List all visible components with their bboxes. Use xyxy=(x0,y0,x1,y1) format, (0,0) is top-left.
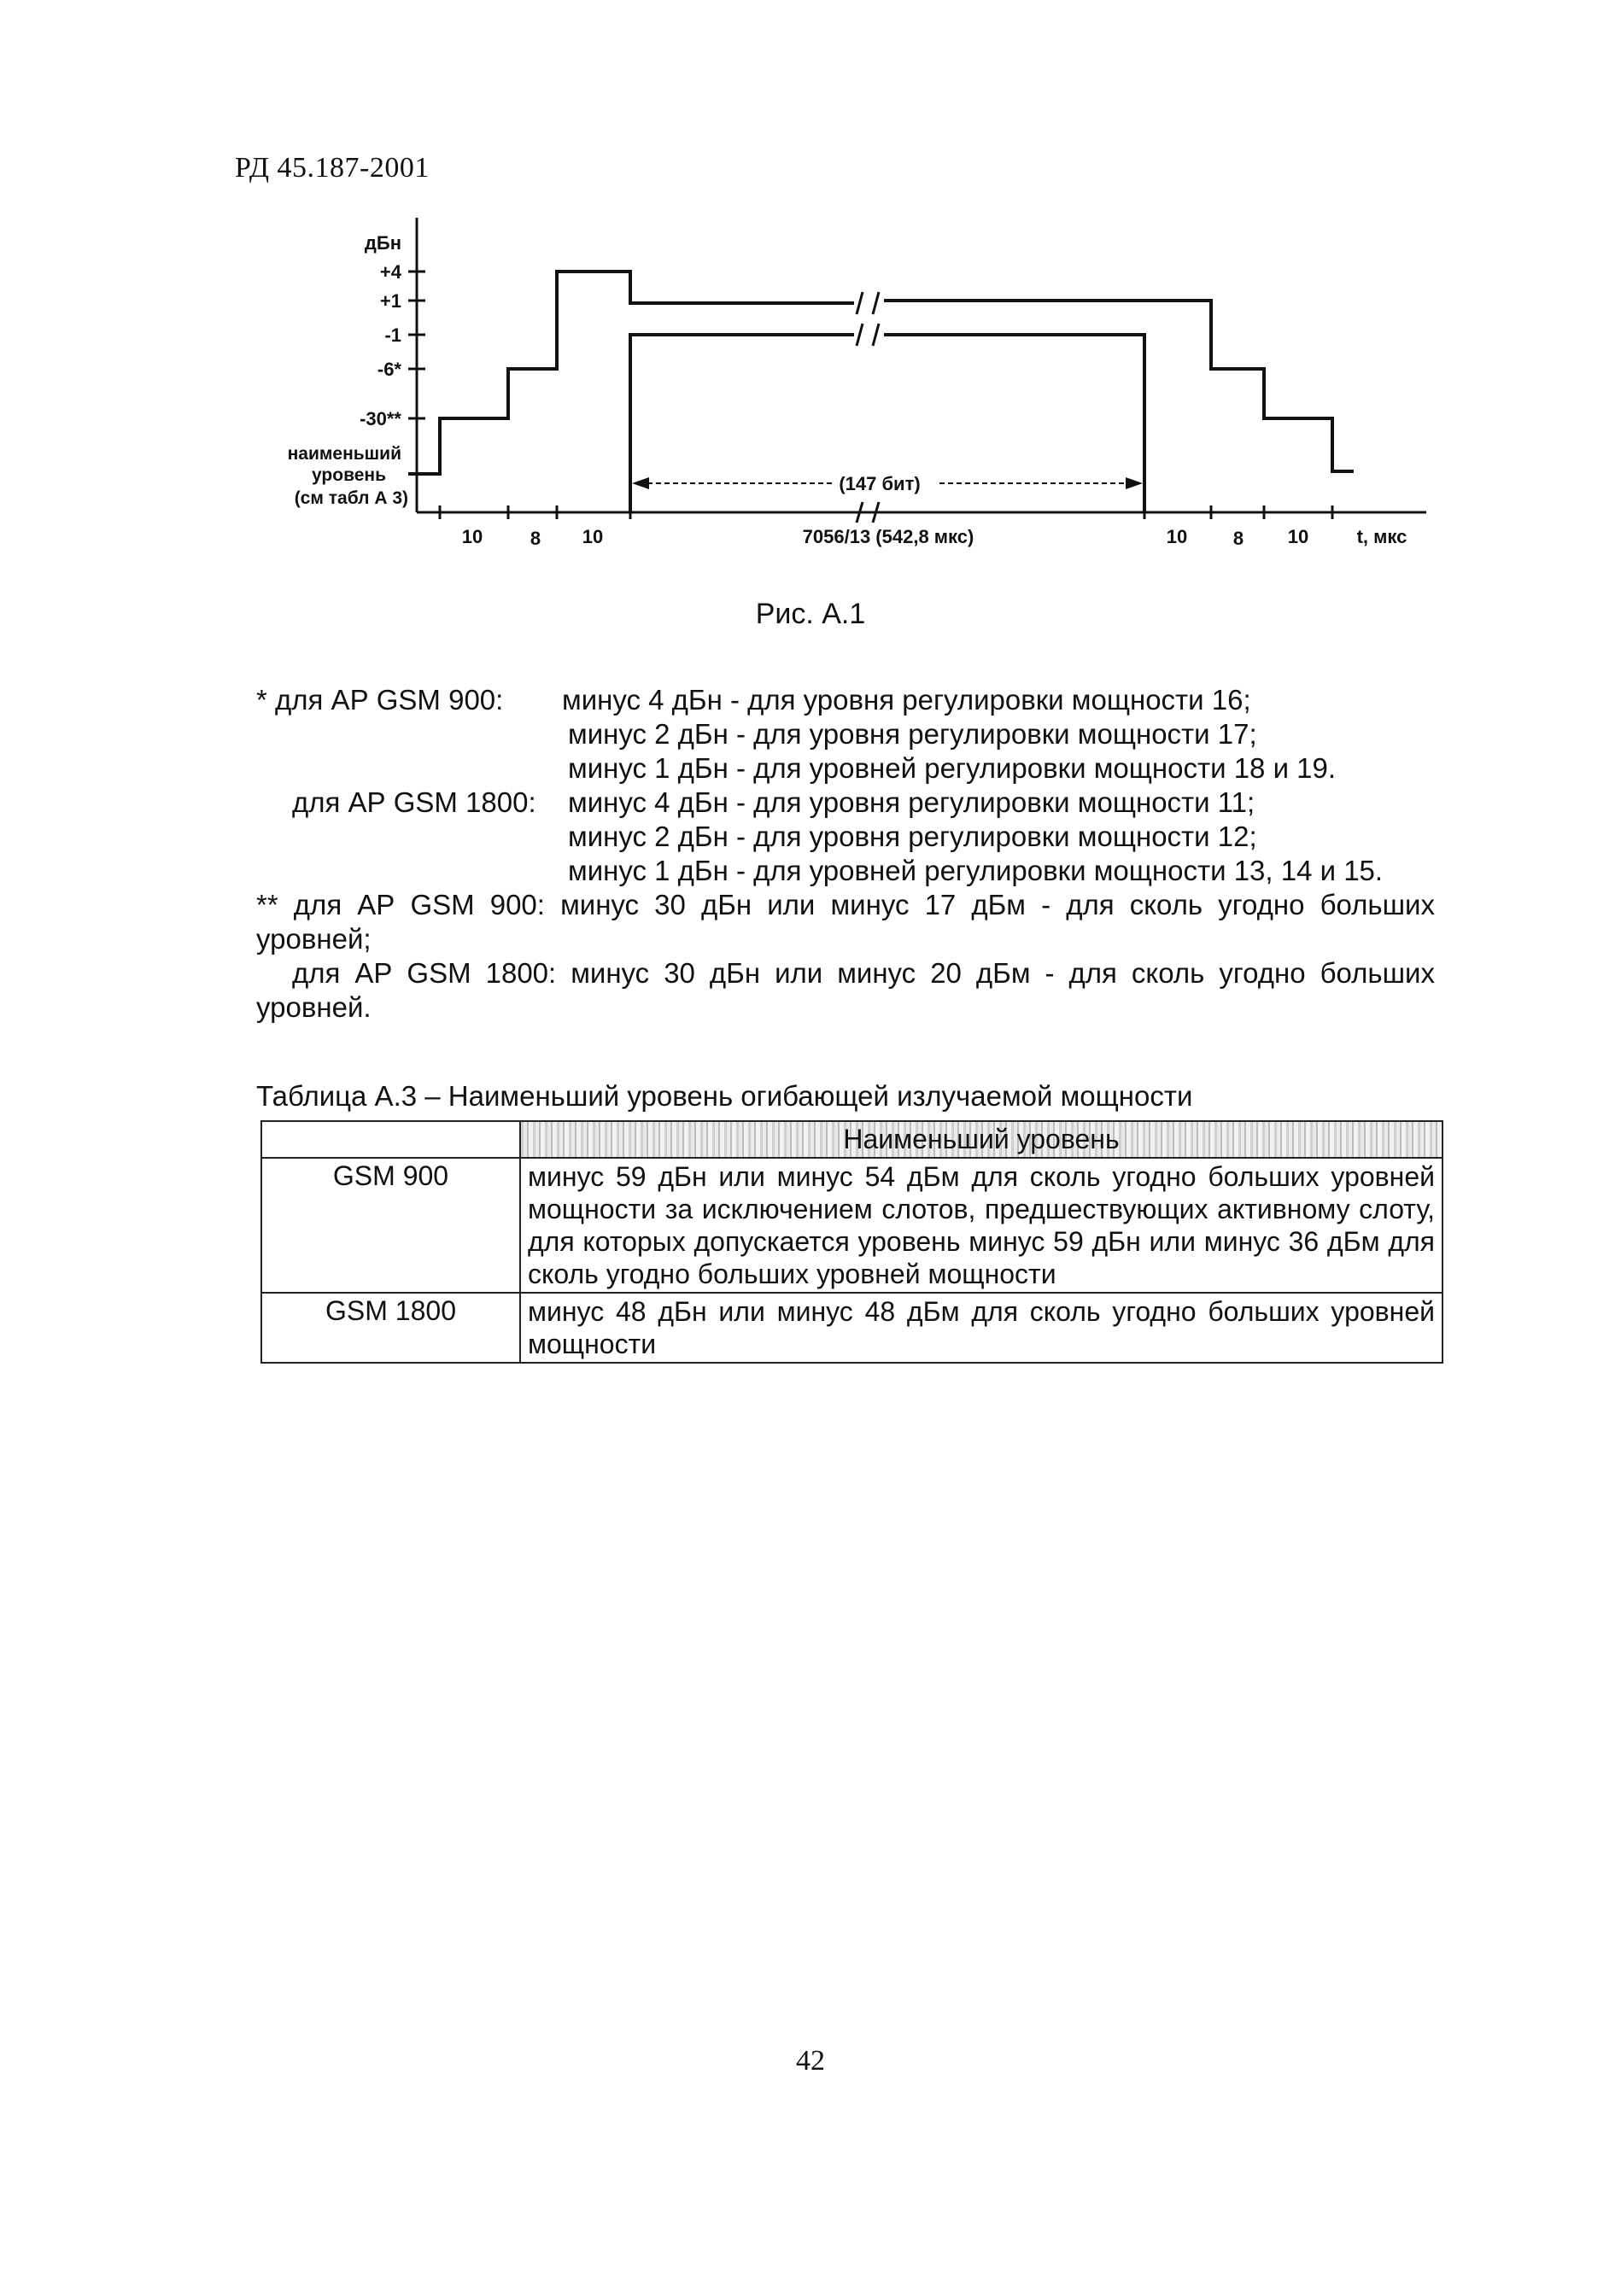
table-header-row xyxy=(261,1121,1443,1158)
table-row xyxy=(261,1158,1443,1293)
table-cell-standard: GSM 1800 xyxy=(261,1293,520,1363)
y-bottom-label: наименьший xyxy=(287,444,401,464)
x-tick-label: 8 xyxy=(1232,528,1244,549)
x-tick-label: 10 xyxy=(582,526,604,547)
document-code: РД 45.187-2001 xyxy=(235,152,430,184)
note-3-line: уровней; xyxy=(256,923,372,955)
lower-mask-line xyxy=(630,335,854,512)
note-1-line: минус 1 дБн - для уровней регулировки мощности 18 и 19. xyxy=(568,752,1337,784)
table-header-cell: Наименьший уровень xyxy=(520,1121,1443,1158)
table-cell-standard: GSM 900 xyxy=(261,1158,520,1293)
note-2-line: минус 1 дБн - для уровней регулировки мощности 13, 14 и 15. xyxy=(568,855,1384,886)
table-header-cell xyxy=(261,1121,520,1158)
x-center-label: 7056/13 (542,8 мкс) xyxy=(802,526,974,547)
power-time-mask-figure xyxy=(0,0,1621,598)
y-axis-label: дБн xyxy=(364,232,401,254)
x-tick-label: 8 xyxy=(530,528,541,549)
table-cell-level: минус 59 дБн или минус 54 дБм для сколь угодно больших уровней мощности за исключением слотов, предшествующих активному слоту, для которых допускается уровень минус 59 дБн или минус 36 дБм для сколь угодно больших уровней мощности xyxy=(520,1158,1443,1293)
y-bottom-label: уровень xyxy=(312,465,386,485)
table-row xyxy=(261,1293,1443,1363)
note-3-line: ** для АР GSM 900: минус 30 дБн или минус 17 дБм - для сколь угодно больших xyxy=(256,889,1435,920)
y-bottom-label: (см табл А 3) xyxy=(294,488,408,508)
y-tick-label: -1 xyxy=(384,324,401,346)
note-4-line: для АР GSM 1800: минус 30 дБн или минус 20 дБм - для сколь угодно больших xyxy=(292,957,1435,989)
span-label: (147 бит) xyxy=(839,473,921,494)
x-unit-label: t, мкс xyxy=(1356,526,1407,547)
y-tick-label: +1 xyxy=(379,290,401,312)
y-tick-label: +4 xyxy=(379,261,401,283)
note-1-line: минус 2 дБн - для уровня регулировки мощности 17; xyxy=(568,718,1257,750)
table-title: Таблица А.3 – Наименьший уровень огибающей излучаемой мощности xyxy=(256,1080,1193,1112)
lower-mask-line-right xyxy=(884,335,1144,512)
x-tick-label: 10 xyxy=(1287,526,1309,547)
page-number: 42 xyxy=(796,2045,825,2077)
x-tick-label: 10 xyxy=(461,526,483,547)
y-tick-label: -6* xyxy=(377,359,401,380)
arrowhead-left xyxy=(632,477,649,489)
note-2-prefix: для АР GSM 1800: xyxy=(292,786,536,818)
note-1-line: минус 4 дБн - для уровня регулировки мощности 16; xyxy=(562,684,1251,716)
note-4-line: уровней. xyxy=(256,991,372,1023)
x-tick-label: 10 xyxy=(1166,526,1188,547)
note-1-prefix: * для АР GSM 900: xyxy=(256,684,504,716)
upper-mask-line-right xyxy=(884,301,1354,471)
note-2-line: минус 4 дБн - для уровня регулировки мощности 11; xyxy=(568,786,1255,818)
arrowhead-right xyxy=(1126,477,1143,489)
y-tick-label: -30** xyxy=(360,408,401,429)
min-level-table xyxy=(260,1120,1443,1364)
note-2-line: минус 2 дБн - для уровня регулировки мощности 12; xyxy=(568,821,1257,852)
figure-caption: Рис. А.1 xyxy=(755,598,866,630)
table-cell-level: минус 48 дБн или минус 48 дБм для сколь угодно больших уровней мощности xyxy=(520,1293,1443,1363)
